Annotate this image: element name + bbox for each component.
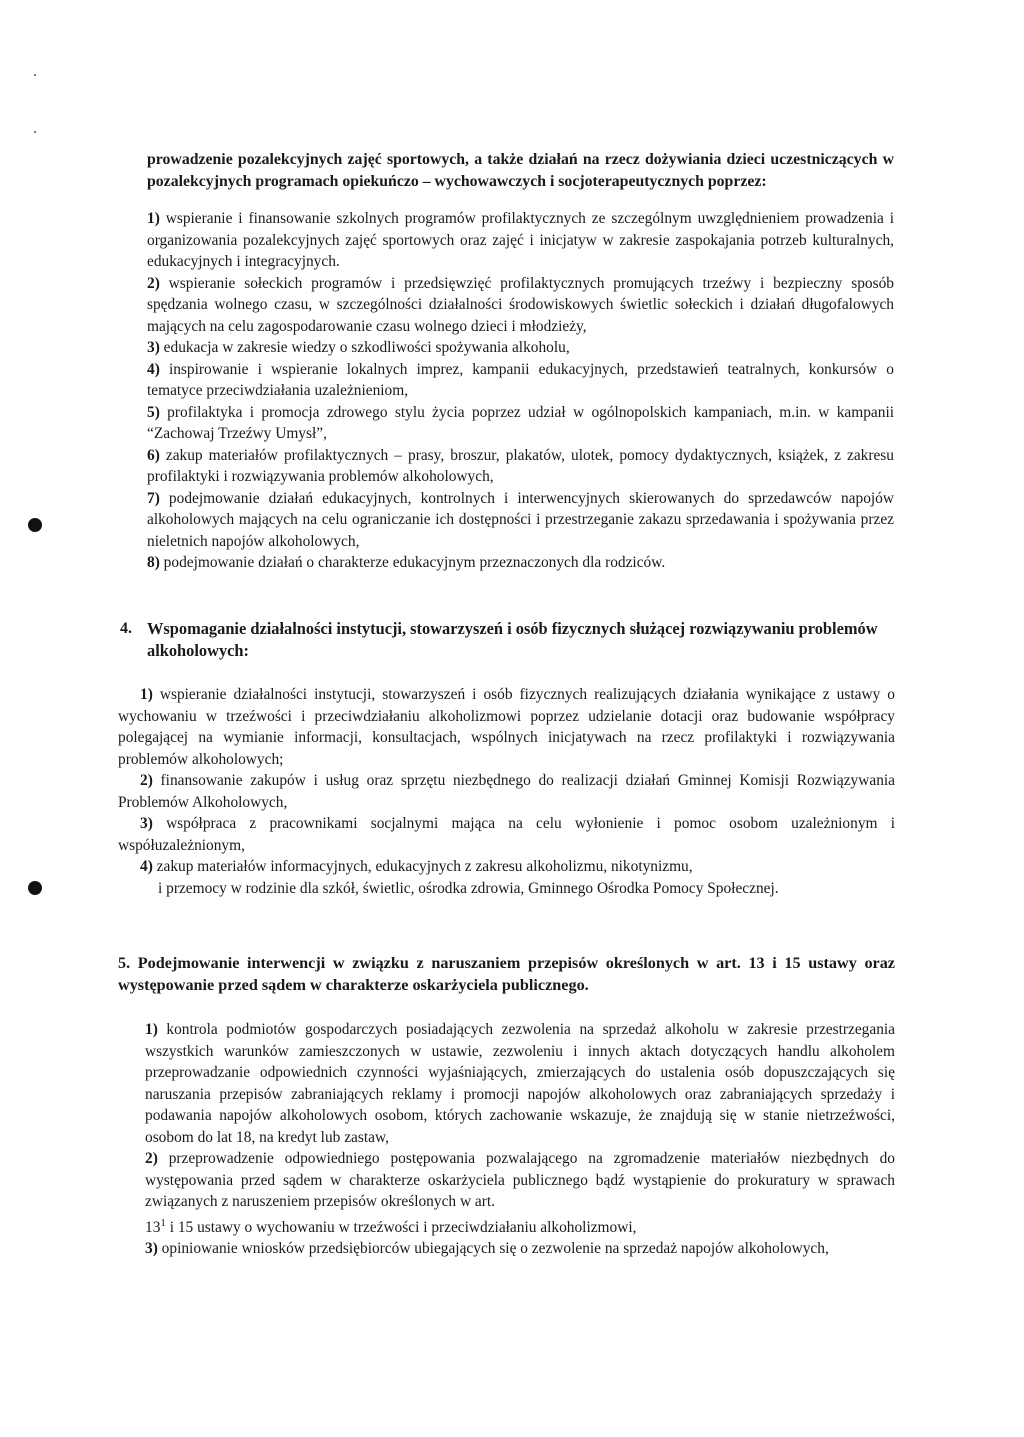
item-text: opiniowanie wniosków przedsiębiorców ubiegających się o zezwolenie na sprzedaż napojów alkoholowych, bbox=[157, 1240, 829, 1257]
article-ref bbox=[145, 1217, 636, 1239]
list-item bbox=[147, 337, 894, 359]
list-item bbox=[147, 445, 894, 488]
item-text: podejmowanie działań edukacyjnych, kontrolnych i interwencyjnych skierowanych do sprzedawców napojów alkoholowych mających na celu ograniczanie ich dostępności i przestrzeganie zakazu sprzedawania i spożywania przez nieletnich napojów alkoholowych, bbox=[147, 489, 894, 550]
section-5-heading bbox=[118, 952, 895, 996]
item-number: 3) bbox=[145, 1240, 158, 1257]
section-heading bbox=[118, 952, 895, 996]
item-text: wspieranie i finansowanie szkolnych programów profilaktycznych ze szczególnym uwzględnieniem prowadzenia i organizowania pozalekcyjnych zajęć sportowych oraz zajęć i inicjatyw w zakresie zaspokajania potrzeb kulturalnych, edukacyjnych i integracyjnych. bbox=[147, 210, 894, 270]
item-number: 1) bbox=[140, 686, 153, 703]
punch-hole-mark bbox=[28, 518, 42, 532]
item-text: podejmowanie działań o charakterze edukacyjnym przeznaczonych dla rodziców. bbox=[159, 554, 666, 571]
intro-heading: prowadzenie pozalekcyjnych zajęć sportowych, a także działań na rzecz dożywiania dzieci uczestniczących w pozalekcyjnych programach opiekuńczo – wychowawczych i socjoterapeutycznych poprzez: bbox=[147, 151, 894, 190]
list-item bbox=[147, 359, 894, 402]
section-title: Podejmowanie interwencji w związku z naruszaniem przepisów określonych w art. 13 i 15 ustawy oraz występowanie przed sądem w charakterze oskarżyciela publicznego. bbox=[118, 954, 895, 994]
list-item bbox=[118, 813, 895, 856]
item-number: 8) bbox=[147, 554, 160, 571]
item-number: 4) bbox=[140, 858, 153, 875]
item-text: inspirowanie i wspieranie lokalnych imprez, kampanii edukacyjnych, przedstawień teatralnych, konkursów o tematyce przeciwdziałania uzależnieniom, bbox=[147, 360, 894, 399]
item-text: wspieranie działalności instytucji, stowarzyszeń i osób fizycznych realizujących działania wynikające z ustawy o wychowaniu w trzeźwości i przeciwdziałaniu alkoholizmowi poprzez udzielanie dotacji oraz budowanie współpracy polegającej na wymianie informacji, konsultacjach, wspólnych inicjatywach na rzecz profilaktyki i rozwiązywania problemów alkoholowych; bbox=[118, 686, 895, 768]
list-item-continuation: i przemocy w rodzinie dla szkół, świetlic, ośrodka zdrowia, Gminnego Ośrodka Pomocy Społecznej. bbox=[158, 879, 779, 897]
item-text: zakup materiałów informacyjnych, edukacyjnych z zakresu alkoholizmu, nikotynizmu, bbox=[152, 858, 693, 875]
section-title: Wspomaganie działalności instytucji, stowarzyszeń i osób fizycznych służącej rozwiązywaniu problemów alkoholowych: bbox=[147, 619, 878, 660]
item-number: 4) bbox=[147, 360, 160, 378]
list-item bbox=[145, 1148, 895, 1238]
article-superscript: 1 bbox=[160, 1216, 166, 1229]
item-number: 1) bbox=[145, 1021, 158, 1038]
item-text: wspieranie sołeckich programów i przedsięwzięć profilaktycznych promujących trzeźwy i bezpieczny sposób spędzania wolnego czasu, w szczególności działalności środowiskowych świetlic sołeckich i działań długofalowych mających na celu zagospodarowanie czasu wolnego dzieci i młodzieży, bbox=[147, 274, 894, 335]
item-text: edukacja w zakresie wiedzy o szkodliwości spożywania alkoholu, bbox=[159, 339, 570, 356]
item-number: 5) bbox=[147, 403, 160, 421]
item-number: 3) bbox=[140, 815, 153, 832]
item-text: zakup materiałów profilaktycznych – prasy, broszur, plakatów, ulotek, pomocy dydaktycznych, książek, z zakresu profilaktyki i rozwiązywania problemów alkoholowych, bbox=[147, 446, 894, 485]
item-text-tail: i 15 ustawy o wychowaniu w trzeźwości i przeciwdziałaniu alkoholizmowi, bbox=[165, 1218, 637, 1236]
item-number: 2) bbox=[145, 1150, 158, 1167]
list-item bbox=[145, 1238, 895, 1260]
item-text: przeprowadzenie odpowiedniego postępowania pozwalającego na zgromadzenie materiałów niezbędnych do występowania przed sądem w charakterze oskarżyciela publicznego bądź wystąpienie do prokuratury w sprawach związanych z naruszeniem przepisów określonych w art. bbox=[145, 1150, 895, 1210]
section-5-list bbox=[145, 1019, 895, 1260]
item-text: współpraca z pracownikami socjalnymi mająca na celu wyłonienie i pomoc osobom uzależnionym i współuzależnionym, bbox=[118, 815, 895, 854]
section-4-heading bbox=[120, 618, 895, 662]
item-number: 2) bbox=[140, 772, 153, 789]
punch-hole-mark bbox=[28, 881, 42, 895]
scan-speck bbox=[34, 131, 36, 133]
list-item bbox=[147, 208, 894, 273]
list-item bbox=[118, 856, 895, 878]
list-item bbox=[147, 402, 894, 445]
item-text: profilaktyka i promocja zdrowego stylu życia poprzez udział w ogólnopolskich kampaniach, m.in. w kampanii “Zachowaj Trzeźwy Umysł”, bbox=[147, 403, 894, 442]
section-number: 5. bbox=[118, 954, 131, 972]
list-item bbox=[147, 273, 894, 338]
item-text: kontrola podmiotów gospodarczych posiadających zezwolenia na sprzedaż alkoholu w zakresie przestrzegania wszystkich warunków zamieszczonych w ustawie, zezwoleniu i innych aktach dotyczących handlu alkoholem przeprowadzanie odpowiednich czynności wyjaśniających, zmierzających do ustalenia osób dopuszczających się naruszania przepisów zabraniających reklamy i promocji napojów alkoholowych oraz zabraniających sprzedaży i podawania napojów alkoholowych osobom, których zachowanie wskazuje, że znajdują się w stanie nietrzeźwości, osobom do lat 18, na kredyt lub zastaw, bbox=[145, 1021, 895, 1146]
item-number: 1) bbox=[147, 210, 160, 227]
section-4-list bbox=[118, 684, 895, 899]
item-number: 2) bbox=[147, 274, 160, 292]
list-item bbox=[118, 770, 895, 813]
item-number: 3) bbox=[147, 339, 160, 356]
list-item bbox=[118, 684, 895, 770]
list-item bbox=[147, 552, 894, 574]
intro-block bbox=[147, 149, 894, 192]
list-item bbox=[147, 488, 894, 553]
item-text: finansowanie zakupów i usług oraz sprzętu niezbędnego do realizacji działań Gminnej Komisji Rozwiązywania Problemów Alkoholowych, bbox=[118, 772, 895, 811]
scan-speck bbox=[34, 74, 36, 76]
item-number: 7) bbox=[147, 489, 160, 507]
section-number: 4. bbox=[120, 620, 132, 637]
article-number: 13 bbox=[145, 1218, 161, 1236]
list-item bbox=[145, 1019, 895, 1148]
list-a bbox=[147, 208, 894, 574]
item-number: 6) bbox=[147, 446, 160, 464]
